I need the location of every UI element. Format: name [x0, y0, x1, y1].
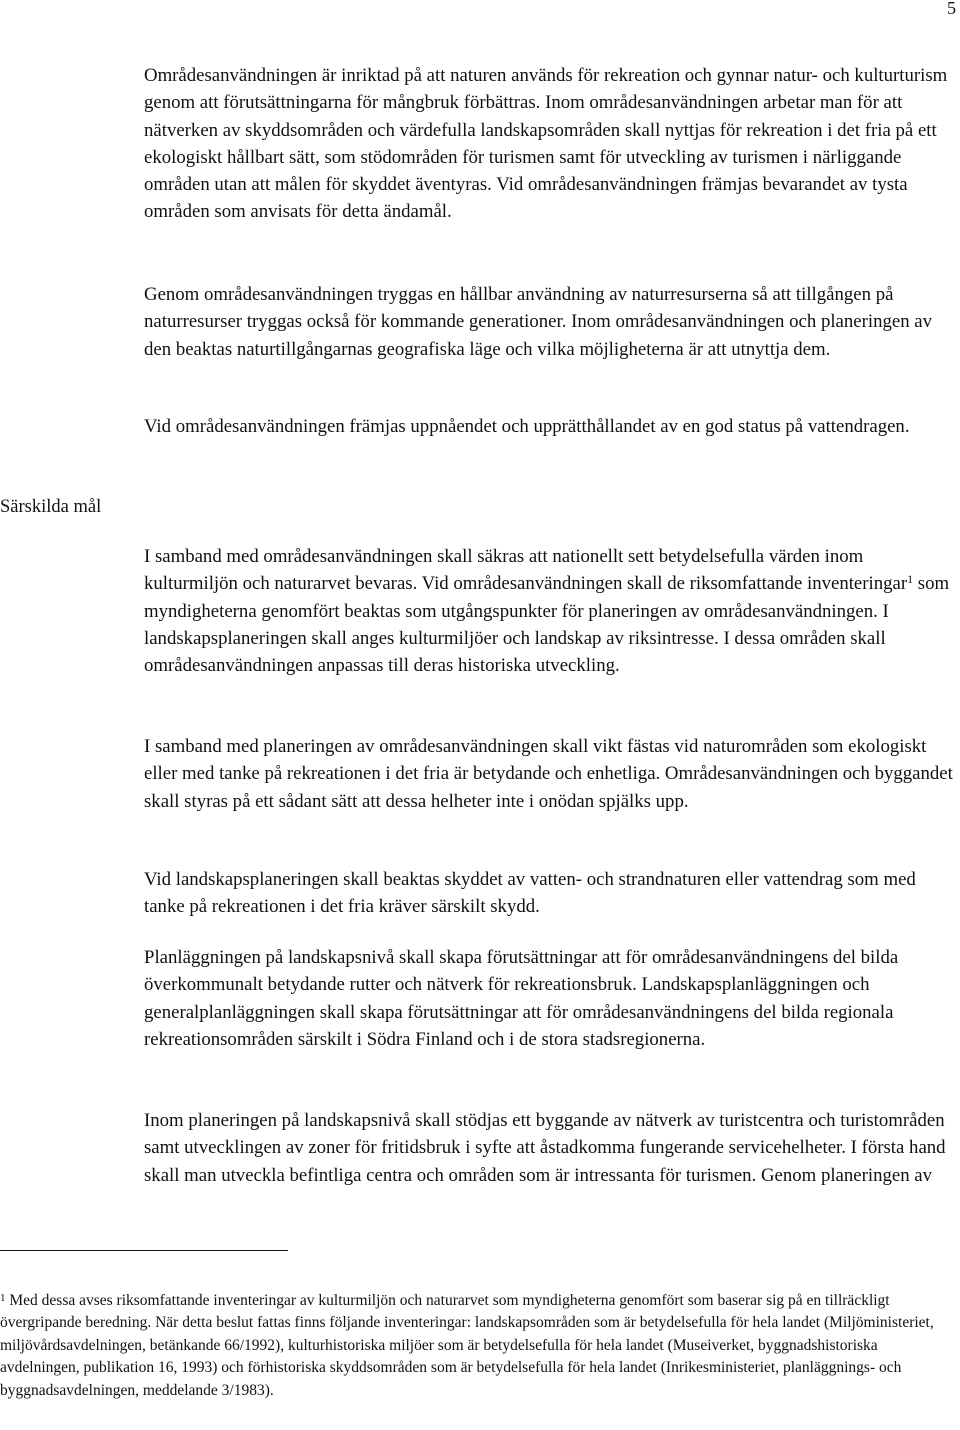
paragraph-text: Inom planeringen på landskapsnivå skall stödjas ett byggande av nätverk av turistcentra och turistområden samt utvecklingen av zoner för fritidsbruk i syfte att åstadkomma fungerande servicehelheter. I första hand skall man utveckla befintliga centra och områden som är intressanta för turismen. Genom planeringen av: [144, 1110, 946, 1186]
footnote-reference: 1: [907, 572, 914, 587]
footnote: [0, 1290, 960, 1402]
paragraph-nature-areas: [144, 733, 960, 815]
page-number: 5: [947, 0, 956, 18]
paragraph-text: [144, 543, 960, 679]
paragraph-text-part: I samband med områdesanvändningen skall säkras att nationellt sett betydelsefulla värden inom kulturmiljön och naturarvet bevaras. Vid områdesanvändningen skall de riksomfattande inventeringar: [144, 546, 908, 595]
paragraph-text: Planläggningen på landskapsnivå skall skapa förutsättningar att för områdesanvändningens del bilda överkommunalt betydande rutter och nätverk för rekreationsbruk. Landskapsplanläggningen och generalplanläggningen skall skapa förutsättningar att för områdesanvändningens del bilda regionala rekreationsområden särskilt i Södra Finland och i de stora stadsregionerna.: [144, 947, 899, 1050]
paragraph-text-part: som myndigheterna genomfört beaktas som utgångspunkter för planeringen av områdesanvändningen. I landskapsplaneringen skall anges kulturmiljöer och landskap av riksintresse. I dessa områden skall områdesanvändningen anpassas till deras historiska utveckling.: [144, 573, 950, 677]
paragraph-tourism-centres: [144, 1107, 960, 1189]
paragraph-text: Genom områdesanvändningen tryggas en hållbar användning av naturresurserna så att tillgången på naturresurser tryggas också för kommande generationer. Inom områdesanvändningen och planeringen av den beaktas naturtillgångarnas geografiska läge och vilka möjligheterna är att utnyttja dem.: [144, 284, 933, 360]
footnote-marker: 1: [0, 1292, 6, 1304]
paragraph-text: Områdesanvändningen är inriktad på att naturen används för rekreation och gynnar natur- och kulturturism genom att förutsättningarna för mångbruk förbättras. Inom områdesanvändningen arbetar man för att nätverken av skyddsområden och värdefulla landskapsområden skall nyttjas för rekreation i det fria på ett ekologiskt hållbart sätt, som stödområden för turismen samt för utveckling av turismen i närliggande områden utan att målen för skyddet äventyras. Vid områdesanvändningen främjas bevarandet av tysta områden som anvisats för detta ändamål.: [144, 65, 948, 223]
paragraph-water-shore: [144, 866, 960, 921]
paragraph-recreation-networks: [144, 944, 960, 1053]
paragraph-text: I samband med planeringen av områdesanvändningen skall vikt fästas vid naturområden som ekologiskt eller med tanke på rekreationen i det fria är betydande och enhetliga. Områdesanvändningen och byggandet skall styras på ett sådant sätt att dessa helheter inte i onödan spjälks upp.: [144, 736, 953, 812]
paragraph-cultural-heritage: [144, 543, 960, 679]
paragraph-text: Vid områdesanvändningen främjas uppnåendet och upprätthållandet av en god status på vattendragen.: [144, 416, 910, 437]
footnote-text: Med dessa avses riksomfattande inventeringar av kulturmiljön och naturarvet som myndigheterna genomfört som baserar sig på en tillräckligt övergripande beredning. När detta beslut fattas finns följande inventeringar: landskapsområden som är betydelsefulla för hela landet (Miljöministeriet, miljövårdsavdelningen, betänkande 66/1992), kulturhistoriska miljöer som är betydelsefulla för hela landet (Museiverket, byggnadshistoriska avdelningen, publikation 16, 1993) och förhistoriska skyddsområden som är betydelsefulla för hela landet (Inrikesministeriet, planläggnings- och byggnadsavdelningen, meddelande 3/1983).: [0, 1292, 934, 1399]
footnote-divider: [0, 1250, 288, 1251]
paragraph-text: Vid landskapsplaneringen skall beaktas skyddet av vatten- och strandnaturen eller vattendrag som med tanke på rekreationen i det fria kräver särskilt skydd.: [144, 869, 916, 918]
paragraph-water-status: [144, 413, 960, 440]
section-label-special-goals: Särskilda mål: [0, 497, 102, 517]
paragraph-recreation-tourism: [144, 62, 960, 226]
paragraph-natural-resources: [144, 281, 960, 363]
